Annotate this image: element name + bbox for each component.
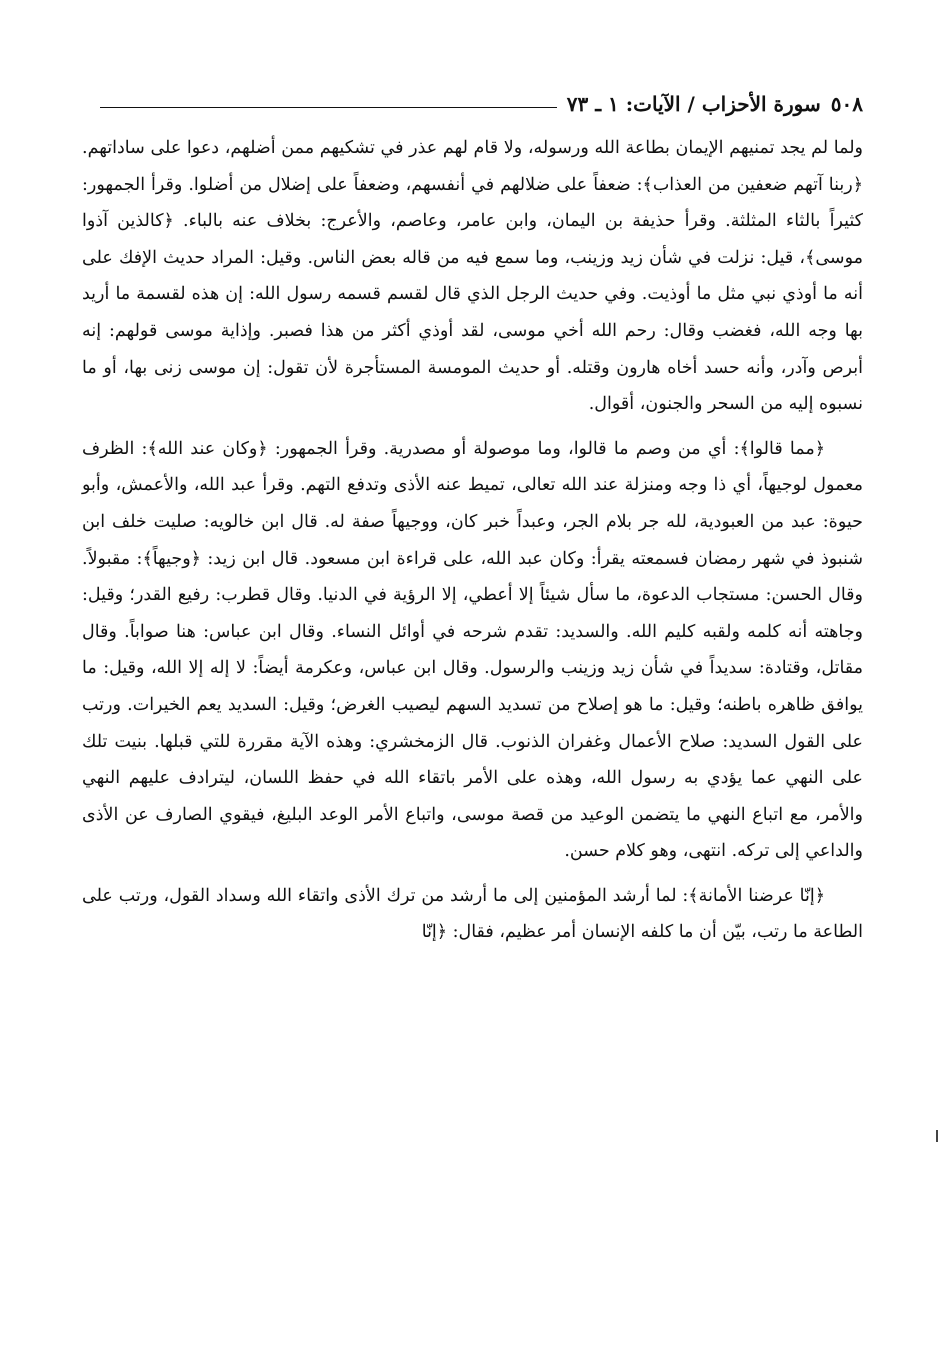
paragraph-1: ولما لم يجد تمنيهم الإيمان بطاعة الله ورسوله، ولا قام لهم عذر في تشكيهم ممن أضلهم، دعوا على ساداتهم. ﴿ربنا آتهم ضعفين من العذاب﴾: ضعفاً على ضلالهم في أنفسهم، وضعفاً على إضلال من أضلوا. وقرأ الجمهور: كثيراً بالثاء المثلثة. وقرأ حذيفة بن اليمان، وابن عامر، وعاصم، والأعرج: بخلاف عنه بالباء. ﴿كالذين آذوا موسى﴾، قيل: نزلت في شأن زيد وزينب، وما سمع فيه من قاله بعض الناس. وقيل: المراد حديث الإفك على أنه ما أوذي نبي مثل ما أوذيت. وفي حديث الرجل الذي قال لقسم قسمه رسول الله: إن هذه لقسمة ما أريد بها وجه الله، فغضب وقال: رحم الله أخي موسى، لقد أوذي أكثر من هذا فصبر. وإذاية موسى قولهم: إنه أبرص وآدر، وأنه حسد أخاه هارون وقتله. أو حديث المومسة المستأجرة لأن تقول: إن موسى زنى بها، أو ما نسبوه إليه من السحر والجنون، أقوال. <box>82 138 863 415</box>
margin-mark <box>936 1130 938 1142</box>
paragraph-2: ﴿مما قالوا﴾: أي من وصم ما قالوا، وما موصولة أو مصدرية. وقرأ الجمهور: ﴿وكان عند الله﴾: الظرف معمول لوجيهاً، أي ذا وجه ومنزلة عند الله تعالى، تميط عنه الأذى وتدفع التهم. وقرأ عبد الله، والأعمش، وأبو حيوة: عبد من العبودية، لله جر بلام الجر، وعبداً خبر كان، ووجيهاً صفة له. قال ابن خالويه: صليت خلف ابن شنبوذ في شهر رمضان فسمعته يقرأ: وكان عبد الله، على قراءة ابن مسعود. قال ابن زيد: ﴿وجيهاً﴾: مقبولاً. وقال الحسن: مستجاب الدعوة، ما سأل شيئاً إلا أعطي، إلا الرؤية في الدنيا. وقال قطرب: رفيع القدر؛ وقيل: وجاهته أنه كلمه ولقبه كليم الله. والسديد: تقدم شرحه في أوائل النساء. وقال ابن عباس: هنا صواباً. وقال مقاتل، وقتادة: سديداً في شأن زيد وزينب والرسول. وقال ابن عباس، وعكرمة أيضاً: لا إله إلا الله، وقيل: ما يوافق ظاهره باطنه؛ وقيل: ما هو إصلاح من تسديد السهم ليصيب الغرض؛ وقيل: السديد يعم الخيرات. ورتب على القول السديد: صلاح الأعمال وغفران الذنوب. قال الزمخشري: وهذه الآية مقررة للتي قبلها. بنيت تلك على النهي عما يؤدي به رسول الله، وهذه على الأمر باتقاء الله في حفظ اللسان، ليترادف عليهم النهي والأمر، مع اتباع النهي ما يتضمن الوعيد من قصة موسى، واتباع الأمر الوعد البليغ، فيقوي الصارف عن الأذى والداعي إلى تركه. انتهى، وهو كلام حسن. <box>82 438 863 862</box>
running-title: سورة الأحزاب / الآيات: ١ ـ ٧٣ <box>566 92 821 116</box>
header-rule <box>100 107 557 108</box>
main-text <box>82 130 863 951</box>
page-header <box>100 86 863 116</box>
page-number: ٥٠٨ <box>830 92 863 116</box>
paragraph-3: ﴿إنّا عرضنا الأمانة﴾: لما أرشد المؤمنين إلى ما أرشد من ترك الأذى واتقاء الله وسداد القول، ورتب على الطاعة ما رتب، بيّن أن ما كلفه الإنسان أمر عظيم، فقال: ﴿إنّا <box>82 885 863 943</box>
